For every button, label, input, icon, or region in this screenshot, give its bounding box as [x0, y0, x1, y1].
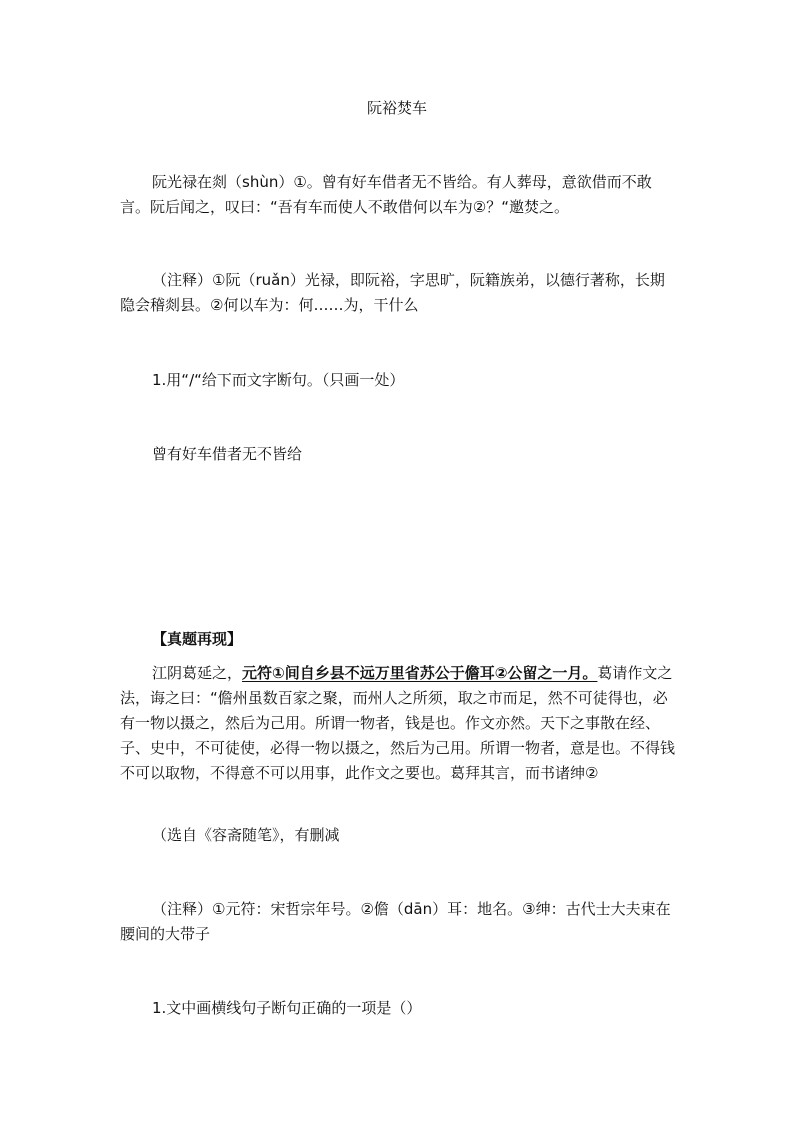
page-title: 阮裕焚车 — [366, 99, 427, 117]
underlined-sentence: 元符①间自乡县不远万里省苏公于儋耳②公留之一月。 — [242, 664, 598, 682]
question-2: 1.文中画横线句子断句正确的一项是（） — [152, 999, 422, 1017]
section-heading: 【真题再现】 — [152, 630, 243, 648]
passage-lead: 江阴葛延之， — [152, 664, 243, 682]
notes-paragraph: （注释）①阮（ruǎn）光禄，即阮裕，字思旷，阮籍族弟，以德行著称，长期隐会稽剡县。②何以车为：何……为，干什么 — [120, 271, 665, 314]
source-line: （选自《容斋随笔》，有删减 — [152, 826, 340, 844]
passage-paragraph: 阮光禄在剡（shùn）①。曾有好车借者无不皆给。有人葬母，意欲借而不敢言。阮后闻之，叹曰：“吾有车而使人不敢借何以车为②？“邀焚之。 — [120, 173, 652, 216]
question-1: 1.用“/“给下而文字断句。（只画一处） — [152, 371, 405, 389]
sentence-to-punctuate: 曾有好车借者无不皆给 — [152, 445, 303, 463]
passage-rest: 葛请作文之法，诲之曰：“儋州虽数百家之聚，而州人之所须，取之市而足，然不可徒得也，必有一物以摄之，然后为己用。所谓一物者，钱是也。作文亦然。天下之事散在经、子、史中，不可徒使，必得一物以摄之，然后为己用。所谓一物者，意是也。不得钱不可以取物，不得意不可以用事，此作文之要也。葛拜其言，而书诸绅② — [120, 664, 676, 782]
section2-passage — [120, 661, 676, 786]
section2-notes: （注释）①元符：宋哲宗年号。②儋（dān）耳：地名。③绅：古代士大夫束在腰间的大带子 — [120, 900, 671, 943]
